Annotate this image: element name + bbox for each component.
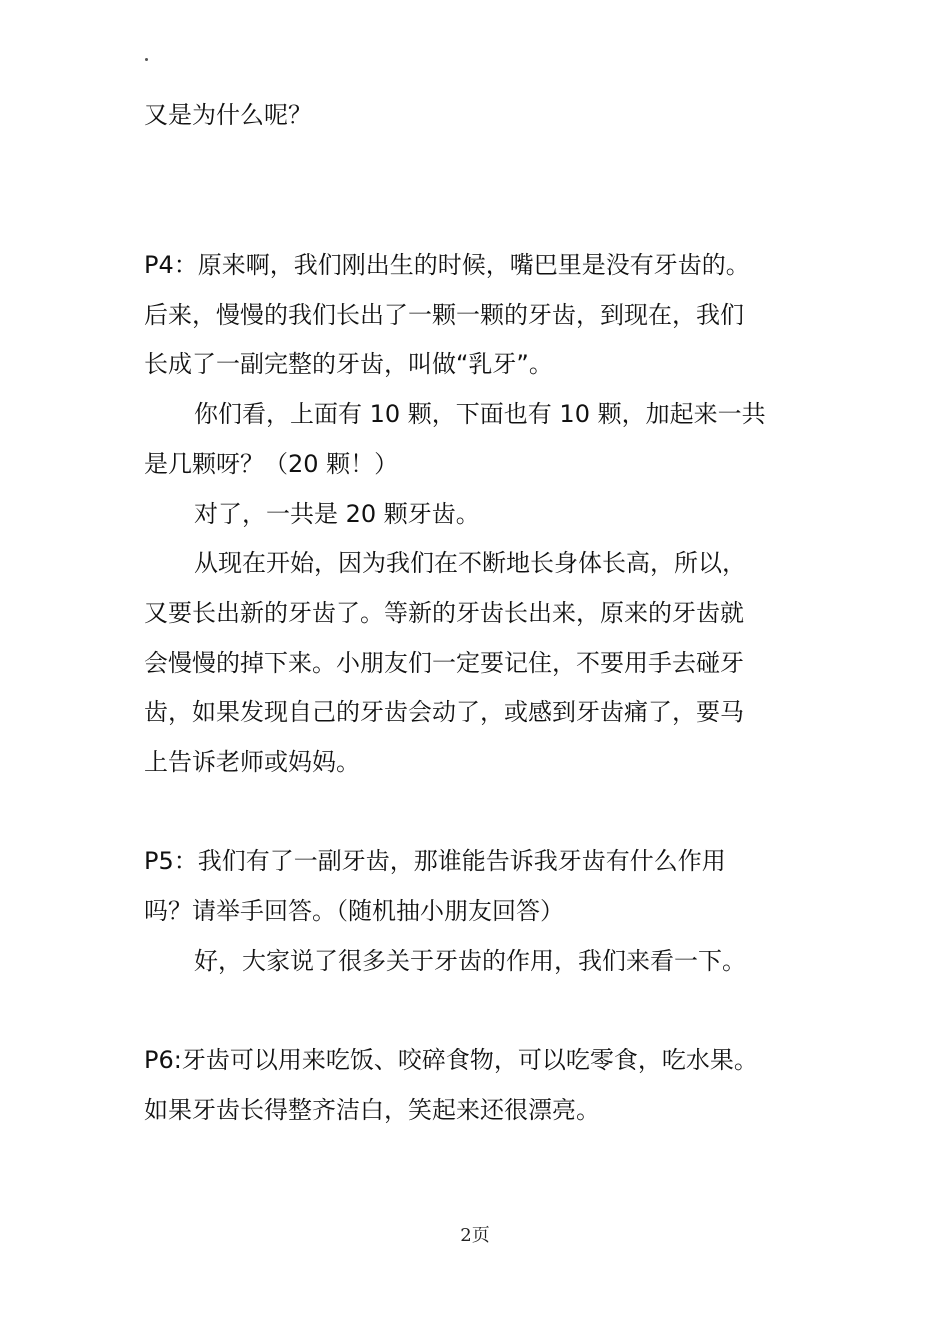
text-line: P6:牙齿可以用来吃饭、咬碎食物，可以吃零食，吃水果。 [144,1046,758,1074]
text-line: 是几颗呀？（20 颗！） [144,450,399,478]
text-line: 长成了一副完整的牙齿，叫做“乳牙”。 [144,350,553,378]
text-line: 如果牙齿长得整齐洁白，笑起来还很漂亮。 [144,1096,600,1124]
text-line: 好，大家说了很多关于牙齿的作用，我们来看一下。 [194,947,746,975]
text-line: 后来，慢慢的我们长出了一颗一颗的牙齿，到现在，我们 [144,301,744,329]
text-line: 又是为什么呢？ [144,101,312,129]
text-line: 你们看，上面有 10 颗，下面也有 10 颗，加起来一共 [194,400,766,428]
text-line: P5：我们有了一副牙齿，那谁能告诉我牙齿有什么作用 [144,847,726,875]
text-line: 上告诉老师或妈妈。 [144,748,360,776]
text-line: 又要长出新的牙齿了。等新的牙齿长出来，原来的牙齿就 [144,599,744,627]
page-number: 2页 [460,1225,490,1246]
text-line: 从现在开始，因为我们在不断地长身体长高，所以， [194,549,746,577]
text-line: 齿，如果发现自己的牙齿会动了，或感到牙齿痛了，要马 [144,698,744,726]
text-line: 对了，一共是 20 颗牙齿。 [194,500,480,528]
text-line: 会慢慢的掉下来。小朋友们一定要记住，不要用手去碰牙 [144,649,744,677]
text-line: 吗？请举手回答。（随机抽小朋友回答） [144,897,564,925]
text-line: P4：原来啊，我们刚出生的时候，嘴巴里是没有牙齿的。 [144,251,750,279]
header-dot [145,58,148,61]
